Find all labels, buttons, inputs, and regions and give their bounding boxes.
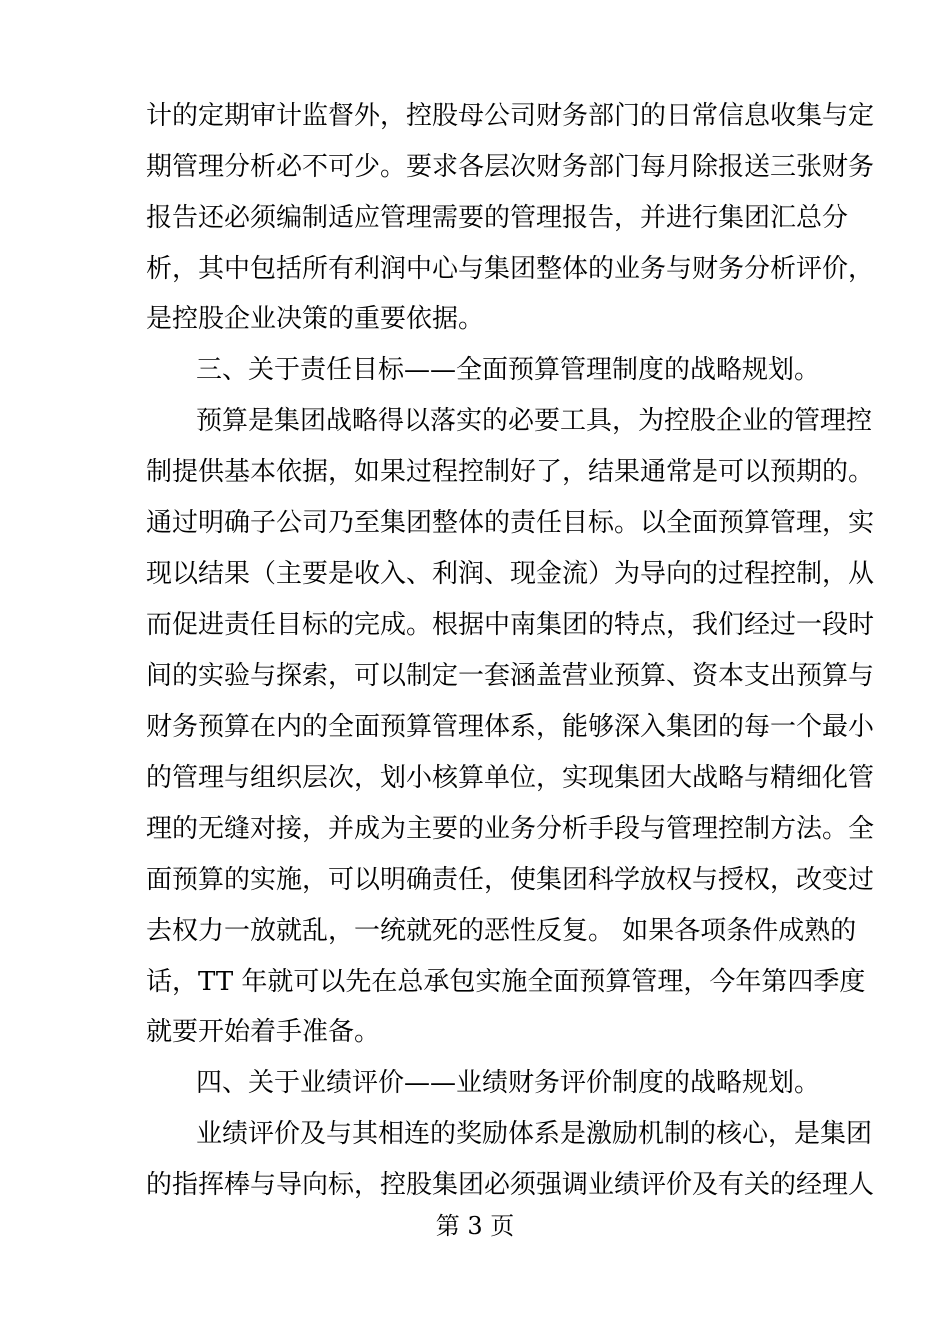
text-line: 通过明确子公司乃至集团整体的责任目标。以全面预算管理，实 bbox=[146, 508, 875, 538]
text-line: 计的定期审计监督外，控股母公司财务部门的日常信息收集与定 bbox=[146, 101, 875, 131]
text-line: 是控股企业决策的重要依据。 bbox=[146, 304, 485, 334]
text-line: 预算是集团战略得以落实的必要工具，为控股企业的管理控 bbox=[196, 406, 873, 436]
text-line: 理的无缝对接，并成为主要的业务分析手段与管理控制方法。全 bbox=[146, 814, 875, 844]
text-line: 面预算的实施，可以明确责任，使集团科学放权与授权，改变过 bbox=[146, 865, 875, 895]
text-line: 析，其中包括所有利润中心与集团整体的业务与财务分析评价， bbox=[146, 254, 875, 284]
text-line: 而促进责任目标的完成。根据中南集团的特点，我们经过一段时 bbox=[146, 610, 875, 640]
text-line: 期管理分析必不可少。要求各层次财务部门每月除报送三张财务 bbox=[146, 152, 875, 182]
text-line: 业绩评价及与其相连的奖励体系是激励机制的核心，是集团 bbox=[196, 1119, 873, 1149]
text-line: 间的实验与探索，可以制定一套涵盖营业预算、资本支出预算与 bbox=[146, 661, 875, 691]
text-line: 话，TT 年就可以先在总承包实施全面预算管理，今年第四季度 bbox=[146, 967, 866, 997]
text-line: 报告还必须编制适应管理需要的管理报告，并进行集团汇总分 bbox=[146, 203, 849, 233]
section-heading: 三、关于责任目标——全面预算管理制度的战略规划。 bbox=[196, 355, 821, 385]
text-line: 的指挥棒与导向标，控股集团必须强调业绩评价及有关的经理人 bbox=[146, 1170, 875, 1200]
page-number: 第 3 页 bbox=[435, 1212, 515, 1240]
section-heading: 四、关于业绩评价——业绩财务评价制度的战略规划。 bbox=[196, 1068, 821, 1098]
text-line: 现以结果（主要是收入、利润、现金流）为导向的过程控制，从 bbox=[146, 559, 875, 589]
text-line: 就要开始着手准备。 bbox=[146, 1017, 381, 1047]
text-line: 去权力一放就乱，一统就死的恶性反复。 如果各项条件成熟的 bbox=[146, 916, 857, 946]
text-line: 财务预算在内的全面预算管理体系，能够深入集团的每一个最小 bbox=[146, 712, 875, 742]
text-line: 的管理与组织层次，划小核算单位，实现集团大战略与精细化管 bbox=[146, 763, 875, 793]
text-line: 制提供基本依据，如果过程控制好了，结果通常是可以预期的。 bbox=[146, 457, 875, 487]
